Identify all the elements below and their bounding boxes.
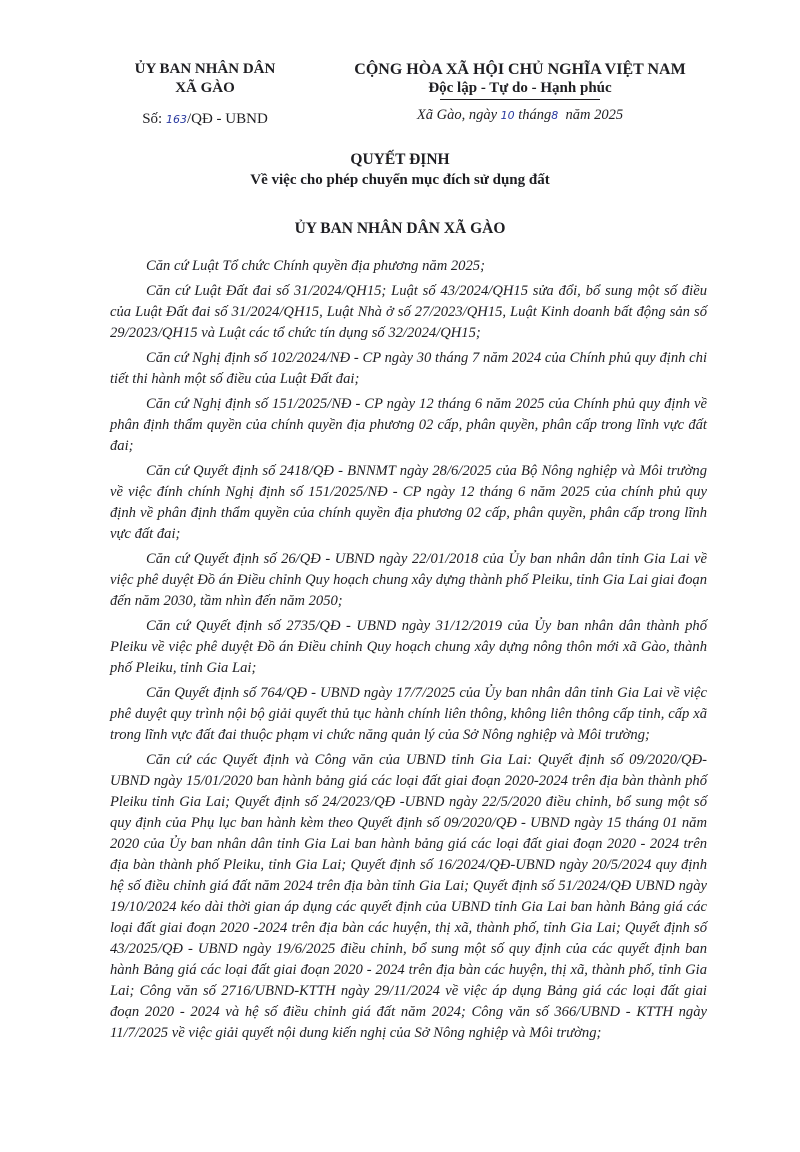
legal-basis-paragraph: Căn cứ Nghị định số 151/2025/NĐ - CP ngày 12 tháng 6 năm 2025 của Chính phủ quy định về phân định thẩm quyền của chính quyền địa phương 02 cấp, phân quyền, phân cấp trong lĩnh vực đất đai; [110,396,707,454]
month-word: tháng [518,107,552,123]
place-prefix: Xã Gào, ngày [416,107,497,123]
legal-basis-paragraph: Căn cứ Quyết định số 2418/QĐ - BNNMT ngày 28/6/2025 của Bộ Nông nghiệp và Môi trường về việc đính chính Nghị định số 151/2025/NĐ - CP ngày 12 tháng 6 năm 2025 của chính phủ quy định về phân định thẩm quyền của chính quyền địa phương 02 cấp, phân quyền, phân cấp trong lĩnh vực đất đai; [110,463,707,542]
legal-basis-paragraph: Căn cứ các Quyết định và Công văn của UBND tỉnh Gia Lai: Quyết định số 09/2020/QĐ-UBND ngày 15/01/2020 ban hành bảng giá các loại đất giai đoạn 2020-2024 trên địa bàn thành phố Pleiku tỉnh Gia Lai; Quyết định số 24/2023/QĐ -UBND ngày 22/5/2020 điều chỉnh, bổ sung một số quy định của Phụ lục ban hành kèm theo Quyết định số 09/2020/QĐ - UBND ngày 15 tháng 01 năm 2020 của Ủy ban nhân dân tỉnh Gia Lai ban hành bảng giá các loại đất giai đoạn 2020 - 2024 trên địa bàn thành phố Pleiku, tỉnh Gia Lai; Quyết định số 16/2024/QĐ-UBND ngày 20/5/2024 quy định hệ số điều chỉnh giá đất năm 2024 trên địa bàn tỉnh Gia Lai; Quyết định số 51/2024/QĐ UBND ngày 19/10/2024 kéo dài thời gian áp dụng các quyết định của UBND tỉnh Gia Lai ban hành Bảng giá các loại đất giai đoạn 2020 -2024 trên địa bàn các huyện, thị xã, thành phố, tỉnh Gia Lai; Quyết định số 43/2025/QĐ - UBND ngày 19/6/2025 điều chỉnh, bổ sung một số quy định của các quyết định ban hành Bảng giá các loại đất giai đoạn 2020 - 2024 trên địa bàn các huyện, thị xã, thành phố, tỉnh Gia Lai; Công văn số 2716/UBND-KTTH ngày 29/11/2024 về việc áp dụng Bảng giá các loại đất giai đoạn 2020 - 2024 và hệ số điều chỉnh giá đất năm 2024; Công văn số 366/UBND - KTTH ngày 11/7/2025 về việc giải quyết nội dung kiến nghị của Sở Nông nghiệp và Môi trường; [110,752,707,1041]
legal-basis-paragraph: Căn Quyết định số 764/QĐ - UBND ngày 17/7/2025 của Ủy ban nhân dân tỉnh Gia Lai về việc phê duyệt quy trình nội bộ giải quyết thủ tục hành chính liên thông, không liên thông cấp tỉnh, cấp xã trong lĩnh vực đất đai thuộc phạm vi chức năng quản lý của Sở Nông nghiệp và Môi trường; [110,685,707,743]
number-prefix: Số: [142,111,163,127]
year-text: năm 2025 [565,107,624,123]
motto: Độc lập - Tự do - Hạnh phúc [428,80,612,96]
place-and-date [320,106,720,125]
issuing-authority: ỦY BAN NHÂN DÂN XÃ GÀO [294,220,506,237]
document-subject: Về việc cho phép chuyển mục đích sử dụng đất [250,172,550,188]
motto-underline [440,99,600,100]
nation-title: CỘNG HÒA XÃ HỘI CHỦ NGHĨA VIỆT NAM [354,61,686,78]
handwritten-day: 10 [500,109,515,122]
document-type: QUYẾT ĐỊNH [350,151,450,168]
number-suffix: /QĐ - UBND [186,111,268,127]
org-line-1: ỦY BAN NHÂN DÂN [134,61,276,77]
legal-basis-paragraph: Căn cứ Luật Đất đai số 31/2024/QH15; Luật số 43/2024/QH15 sửa đổi, bổ sung một số điều của Luật Đất đai số 31/2024/QH15, Luật Nhà ở số 27/2023/QH15, Luật Kinh doanh bất động sản số 29/2023/QH15 và Luật các tổ chức tín dụng số 32/2024/QH15; [110,283,707,341]
document-number [110,110,300,129]
national-header [320,60,720,125]
handwritten-number: 163 [165,113,187,126]
legal-basis-section [110,256,707,1048]
handwritten-month: 8 [551,109,559,122]
legal-basis-paragraph: Căn cứ Quyết định số 2735/QĐ - UBND ngày 31/12/2019 của Ủy ban nhân dân thành phố Pleiku về việc phê duyệt Đồ án Điều chỉnh Quy hoạch chung xây dựng nông thôn mới xã Gào, thành phố Pleiku, tỉnh Gia Lai; [110,618,707,676]
legal-basis-paragraph: Căn cứ Quyết định số 26/QĐ - UBND ngày 22/01/2018 của Ủy ban nhân dân tỉnh Gia Lai về việc phê duyệt Đồ án Điều chỉnh Quy hoạch chung xây dựng thành phố Pleiku, tỉnh Gia Lai giai đoạn đến năm 2030, tầm nhìn đến năm 2050; [110,551,707,609]
legal-basis-paragraph: Căn cứ Luật Tổ chức Chính quyền địa phương năm 2025; [146,258,485,274]
org-line-2: XÃ GÀO [175,80,235,96]
legal-basis-paragraph: Căn cứ Nghị định số 102/2024/NĐ - CP ngày 30 tháng 7 năm 2024 của Chính phủ quy định chi tiết thi hành một số điều của Luật Đất đai; [110,350,707,387]
issuing-organization [110,60,300,129]
decision-title-block [0,150,800,238]
